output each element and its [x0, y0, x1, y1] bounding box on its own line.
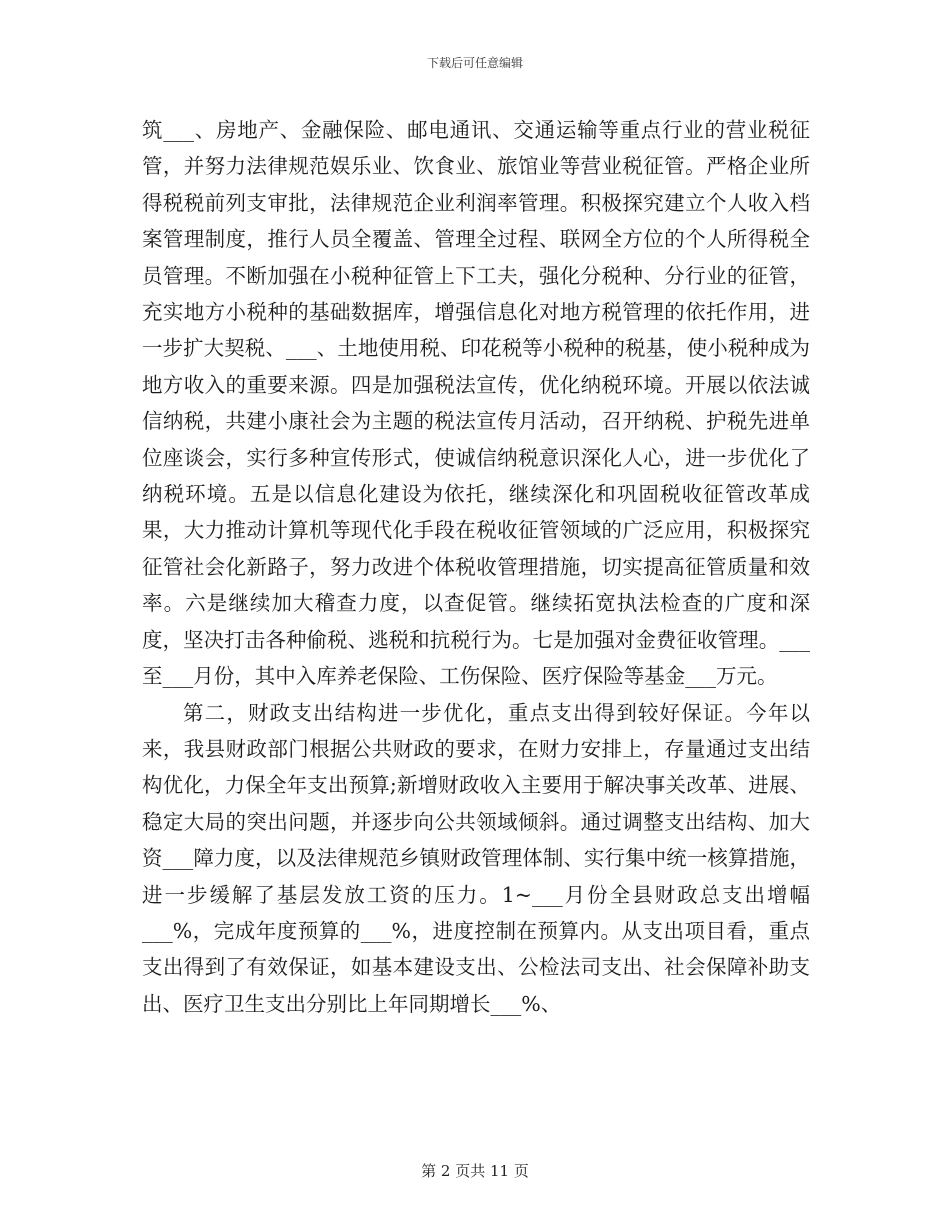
- page-number-footer: 第 2 页共 11 页: [421, 1162, 529, 1180]
- body-paragraph-2: 第二，财政支出结构进一步优化，重点支出得到较好保证。今年以来，我县财政部门根据公共财政的要求，在财力安排上，存量通过支出结构优化，力保全年支出预算;新增财政收入主要用于解决事关改革、进展、稳定大局的突出问题，并逐步向公共领域倾斜。通过调整支出结构、加大资___障力度，以及法律规范乡镇财政管理体制、实行集中统一核算措施，进一步缓解了基层发放工资的压力。1~___月份全县财政总支出增幅___%，完成年度预算的___%，进度控制在预算内。从支出项目看，重点支出得到了有效保证，如基本建设支出、公检法司支出、社会保障补助支出、医疗卫生支出分别比上年同期增长___%、: [142, 700, 810, 1016]
- document-body: [142, 112, 810, 1022]
- page-header-note: 下载后可任意编辑: [426, 56, 523, 70]
- body-paragraph-1: 筑___、房地产、金融保险、邮电通讯、交通运输等重点行业的营业税征管，并努力法律规范娱乐业、饮食业、旅馆业等营业税征管。严格企业所得税税前列支审批，法律规范企业利润率管理。积极探究建立个人收入档案管理制度，推行人员全覆盖、管理全过程、联网全方位的个人所得税全员管理。不断加强在小税种征管上下工夫，强化分税种、分行业的征管，充实地方小税种的基础数据库，增强信息化对地方税管理的依托作用，进一步扩大契税、___、土地使用税、印花税等小税种的税基，使小税种成为地方收入的重要来源。四是加强税法宣传，优化纳税环境。开展以依法诚信纳税，共建小康社会为主题的税法宣传月活动，召开纳税、护税先进单位座谈会，实行多种宣传形式，使诚信纳税意识深化人心，进一步优化了纳税环境。五是以信息化建设为依托，继续深化和巩固税收征管改革成果，大力推动计算机等现代化手段在税收征管领域的广泛应用，积极探究征管社会化新路子，努力改进个体税收管理措施，切实提高征管质量和效率。六是继续加大稽查力度，以查促管。继续拓宽执法检查的广度和深度，坚决打击各种偷税、逃税和抗税行为。七是加强对金费征收管理。___至___月份，其中入库养老保险、工伤保险、医疗保险等基金___万元。: [142, 118, 810, 689]
